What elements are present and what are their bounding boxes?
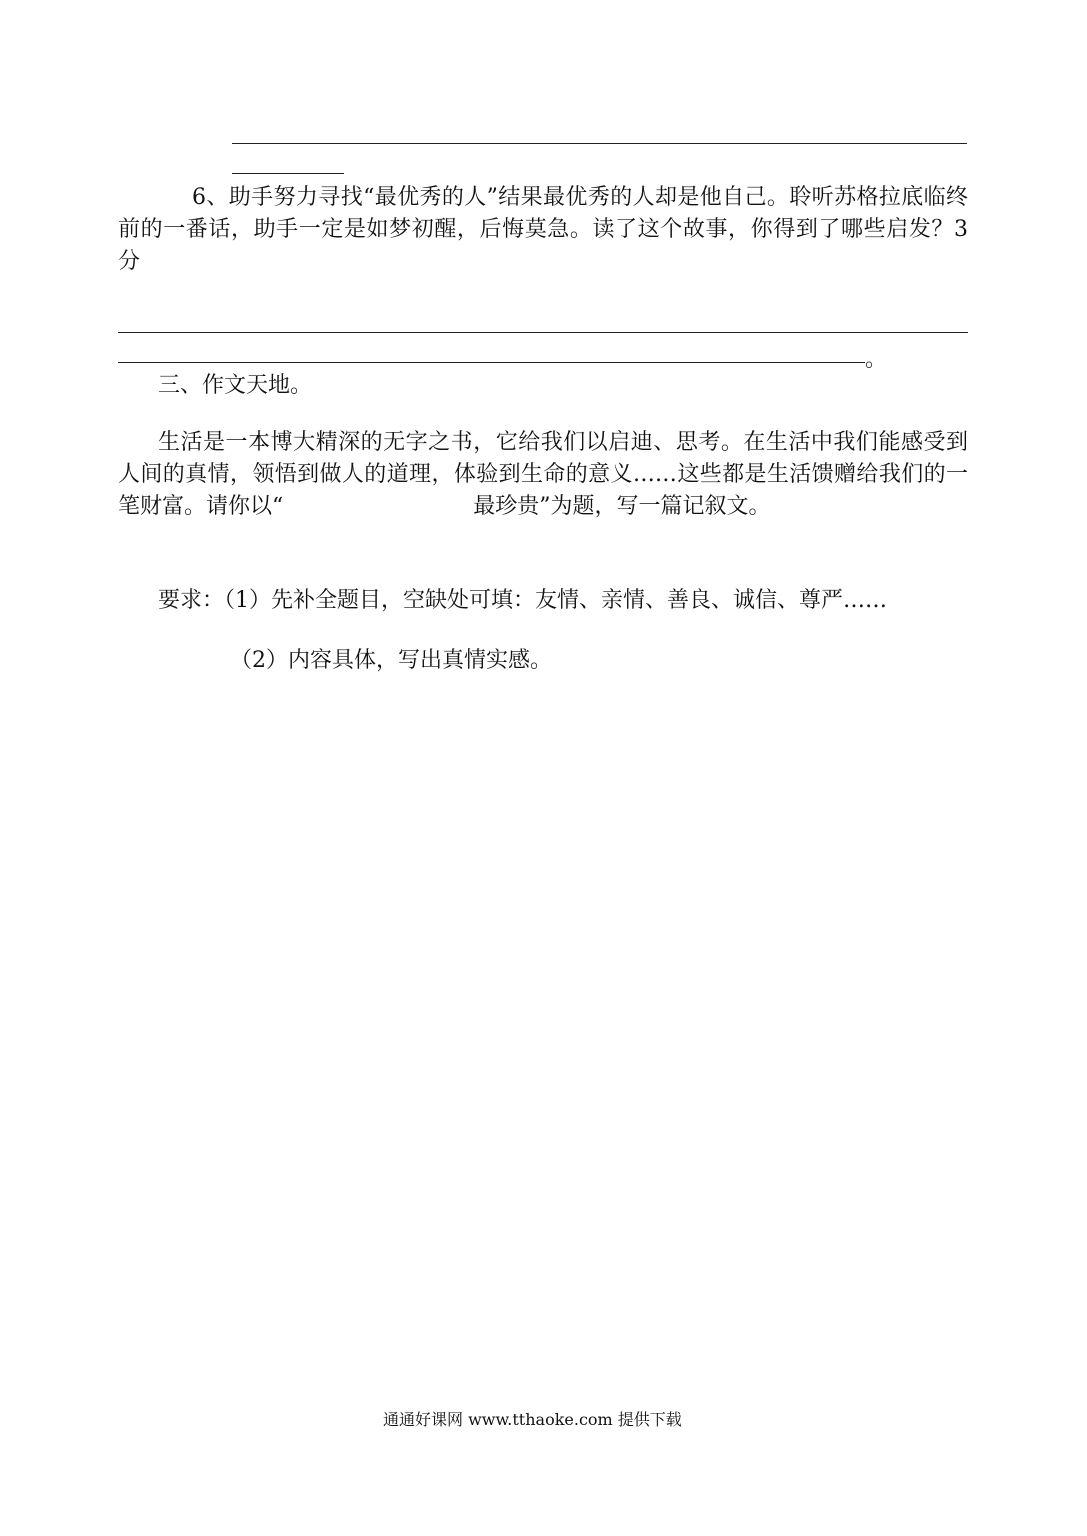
answer-end-mark: 。 bbox=[865, 347, 888, 372]
requirement-2: （2）内容具体，写出真情实感。 bbox=[230, 648, 552, 673]
essay-prompt-part1: 生活是一本博大精深的无字之书，它给我们以启迪、思考。在生活中我们能感受到人间的真情，领悟到做人的道理，体验到生命的意义……这些都是生活馈赠给我们的一笔财富。请你以“ bbox=[118, 430, 968, 519]
section-heading: 三、作文天地。 bbox=[158, 373, 313, 398]
answer-line bbox=[232, 143, 967, 144]
essay-prompt bbox=[118, 427, 968, 523]
requirement-1: 要求：（1）先补全题目，空缺处可填：友情、亲情、善良、诚信、尊严…… bbox=[158, 588, 887, 613]
answer-line bbox=[232, 173, 344, 174]
answer-line bbox=[118, 362, 865, 363]
answer-line bbox=[118, 332, 968, 333]
essay-prompt-part2: 最珍贵”为题，写一篇记叙文。 bbox=[473, 494, 771, 519]
page-footer: 通通好课网 www.tthaoke.com 提供下载 bbox=[383, 1410, 682, 1429]
question-6-text: 6、助手努力寻找“最优秀的人”结果最优秀的人却是他自己。聆听苏格拉底临终前的一番话，助手一定是如梦初醒，后悔莫急。读了这个故事，你得到了哪些启发？3 分 bbox=[118, 185, 968, 274]
